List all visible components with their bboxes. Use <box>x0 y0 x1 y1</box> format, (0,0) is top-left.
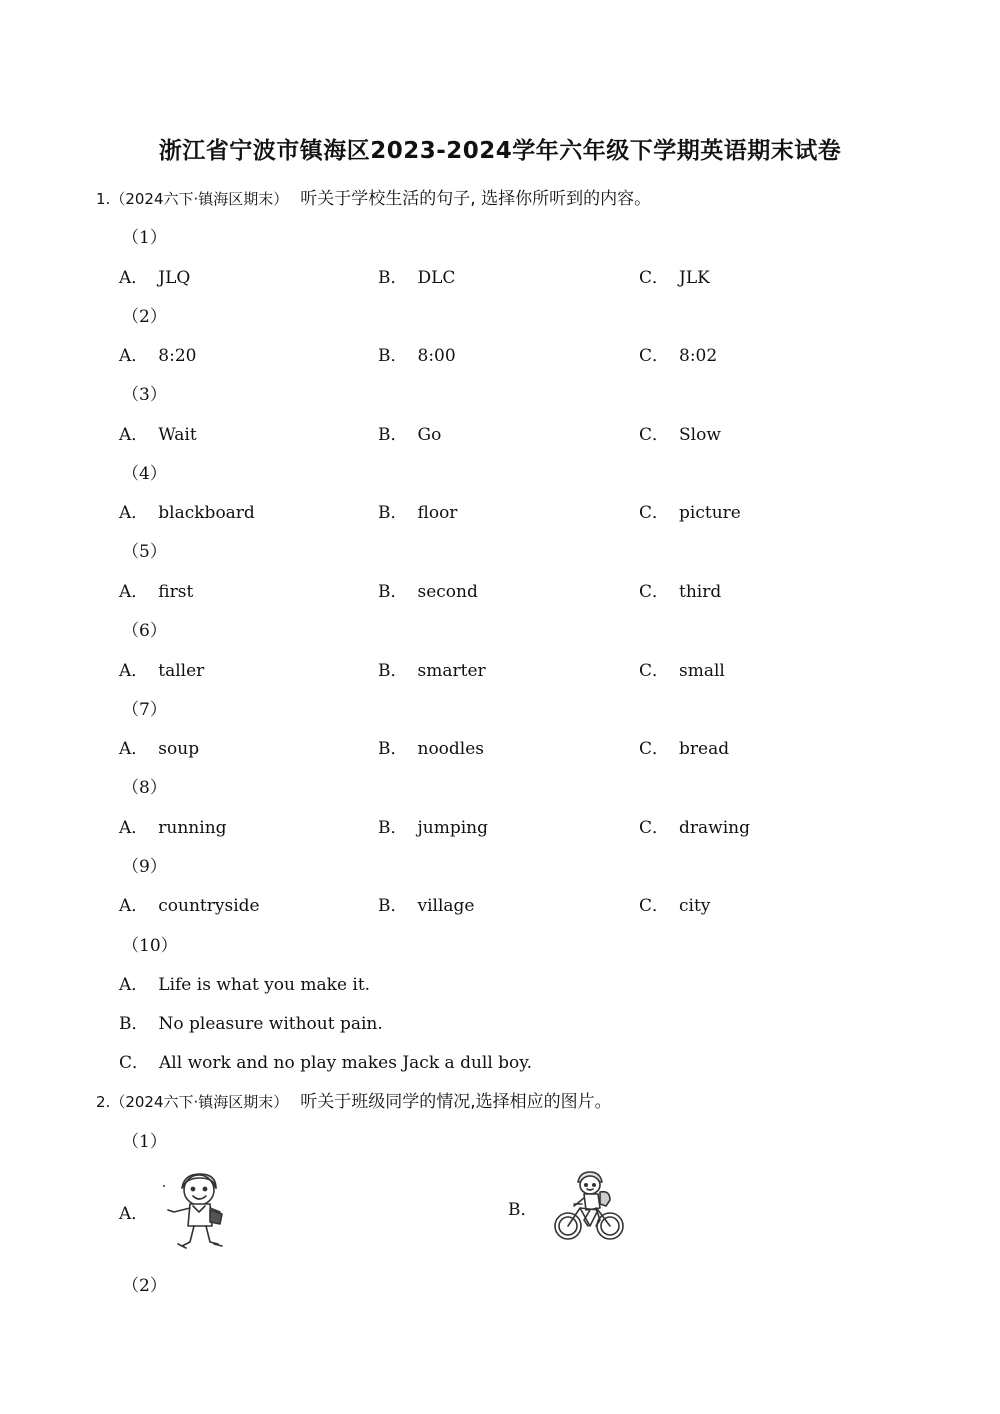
option-a[interactable] <box>119 263 190 288</box>
option-text: drawing <box>679 818 750 838</box>
picture-option-a[interactable] <box>119 1168 240 1254</box>
option-letter: C． <box>639 661 670 681</box>
option-letter: C． <box>639 268 670 288</box>
option-text: taller <box>158 661 205 681</box>
option-letter: A． <box>119 268 149 288</box>
item-label: （1） <box>122 228 167 248</box>
option-letter: B． <box>119 1014 149 1034</box>
option-a[interactable] <box>119 341 196 366</box>
option-text: city <box>679 896 711 916</box>
option-a[interactable] <box>119 420 197 445</box>
item-label: （4） <box>122 464 167 484</box>
option-text: first <box>158 582 194 602</box>
option-letter: A． <box>119 425 149 445</box>
question-source: （2024六下·镇海区期末） <box>110 190 289 208</box>
item-label: （2） <box>122 307 167 327</box>
item-label: （5） <box>122 542 167 562</box>
option-c[interactable] <box>639 734 729 759</box>
option-b[interactable] <box>378 341 456 366</box>
option-c[interactable] <box>639 263 710 288</box>
item-label: （10） <box>122 936 178 956</box>
option-letter: C． <box>639 346 670 366</box>
option-text: floor <box>417 503 458 523</box>
option-b[interactable] <box>119 1009 383 1034</box>
page-title: 浙江省宁波市镇海区2023-2024学年六年级下学期英语期末试卷 <box>158 138 842 164</box>
option-letter: A． <box>119 975 149 995</box>
option-text: noodles <box>417 739 485 759</box>
option-letter: B． <box>378 739 408 759</box>
option-letter: A． <box>119 818 149 838</box>
option-text: Go <box>417 425 442 445</box>
option-text: soup <box>158 739 200 759</box>
option-a[interactable] <box>119 656 204 681</box>
option-text: JLK <box>679 268 710 288</box>
option-c[interactable] <box>639 813 750 838</box>
item-label: （8） <box>122 778 167 798</box>
option-letter: B． <box>378 896 408 916</box>
option-letter: C． <box>639 582 670 602</box>
option-text: 8:20 <box>158 346 197 366</box>
option-a[interactable] <box>119 813 227 838</box>
option-text: village <box>417 896 475 916</box>
item-label: （1） <box>122 1132 167 1152</box>
question-number: 2. <box>96 1093 111 1111</box>
option-b[interactable] <box>378 420 441 445</box>
question-number: 1. <box>96 190 111 208</box>
option-letter: B． <box>378 582 408 602</box>
option-letter: B． <box>378 346 408 366</box>
option-a[interactable] <box>119 734 199 759</box>
option-text: bread <box>679 739 730 759</box>
option-c[interactable] <box>639 420 721 445</box>
option-b[interactable] <box>378 498 457 523</box>
question-source: （2024六下·镇海区期末） <box>110 1093 289 1111</box>
option-letter: B． <box>378 268 408 288</box>
option-text: Wait <box>158 425 197 445</box>
item-label: （2） <box>122 1276 167 1296</box>
option-a[interactable] <box>119 970 370 995</box>
option-b[interactable] <box>378 734 484 759</box>
option-a[interactable] <box>119 498 255 523</box>
option-text: blackboard <box>158 503 255 523</box>
option-b[interactable] <box>378 263 455 288</box>
option-text: third <box>679 582 722 602</box>
option-b[interactable] <box>378 813 488 838</box>
question-1-header <box>96 184 651 209</box>
option-text: running <box>158 818 227 838</box>
item-label: （6） <box>122 621 167 641</box>
option-letter: A． <box>119 739 149 759</box>
item-label: （9） <box>122 857 167 877</box>
option-text: small <box>679 661 725 681</box>
question-prompt: 听关于学校生活的句子, 选择你所听到的内容。 <box>300 189 652 209</box>
item-label: （7） <box>122 700 167 720</box>
option-c[interactable] <box>119 1048 532 1073</box>
picture-option-b[interactable] <box>508 1168 628 1246</box>
option-text: Slow <box>679 425 721 445</box>
option-text: JLQ <box>158 268 191 288</box>
option-text: Life is what you make it. <box>158 975 371 995</box>
option-letter: A． <box>119 661 149 681</box>
option-text: No pleasure without pain. <box>158 1014 383 1034</box>
option-b[interactable] <box>378 656 486 681</box>
option-letter: C． <box>639 818 670 838</box>
option-letter: B． <box>508 1199 538 1220</box>
question-prompt: 听关于班级同学的情况,选择相应的图片。 <box>300 1092 612 1112</box>
option-text: All work and no play makes Jack a dull boy. <box>159 1053 533 1073</box>
option-b[interactable] <box>378 891 475 916</box>
option-letter: C． <box>639 896 670 916</box>
question-2-header <box>96 1087 612 1112</box>
option-a[interactable] <box>119 577 193 602</box>
option-letter: A． <box>119 503 149 523</box>
option-letter: C． <box>639 425 670 445</box>
item-label: （3） <box>122 385 167 405</box>
option-c[interactable] <box>639 341 717 366</box>
boy-waving-icon <box>160 1168 240 1254</box>
option-letter: A． <box>119 896 149 916</box>
option-text: second <box>417 582 478 602</box>
option-text: smarter <box>417 661 486 681</box>
option-letter: B． <box>378 425 408 445</box>
option-text: 8:00 <box>417 346 456 366</box>
option-text: countryside <box>158 896 260 916</box>
option-letter: C． <box>639 739 670 759</box>
option-b[interactable] <box>378 577 478 602</box>
option-text: jumping <box>417 818 488 838</box>
option-c[interactable] <box>639 656 725 681</box>
option-letter: B． <box>378 661 408 681</box>
option-letter: B． <box>378 503 408 523</box>
option-text: picture <box>679 503 741 523</box>
option-c[interactable] <box>639 891 710 916</box>
option-text: DLC <box>417 268 456 288</box>
option-a[interactable] <box>119 891 260 916</box>
option-text: 8:02 <box>679 346 718 366</box>
option-c[interactable] <box>639 498 741 523</box>
option-letter: A． <box>119 1203 149 1224</box>
option-letter: A． <box>119 346 149 366</box>
option-c[interactable] <box>639 577 721 602</box>
option-letter: A． <box>119 582 149 602</box>
option-letter: B． <box>378 818 408 838</box>
boy-cycling-icon <box>550 1168 628 1246</box>
option-letter: C． <box>639 503 670 523</box>
option-letter: C． <box>119 1053 150 1073</box>
